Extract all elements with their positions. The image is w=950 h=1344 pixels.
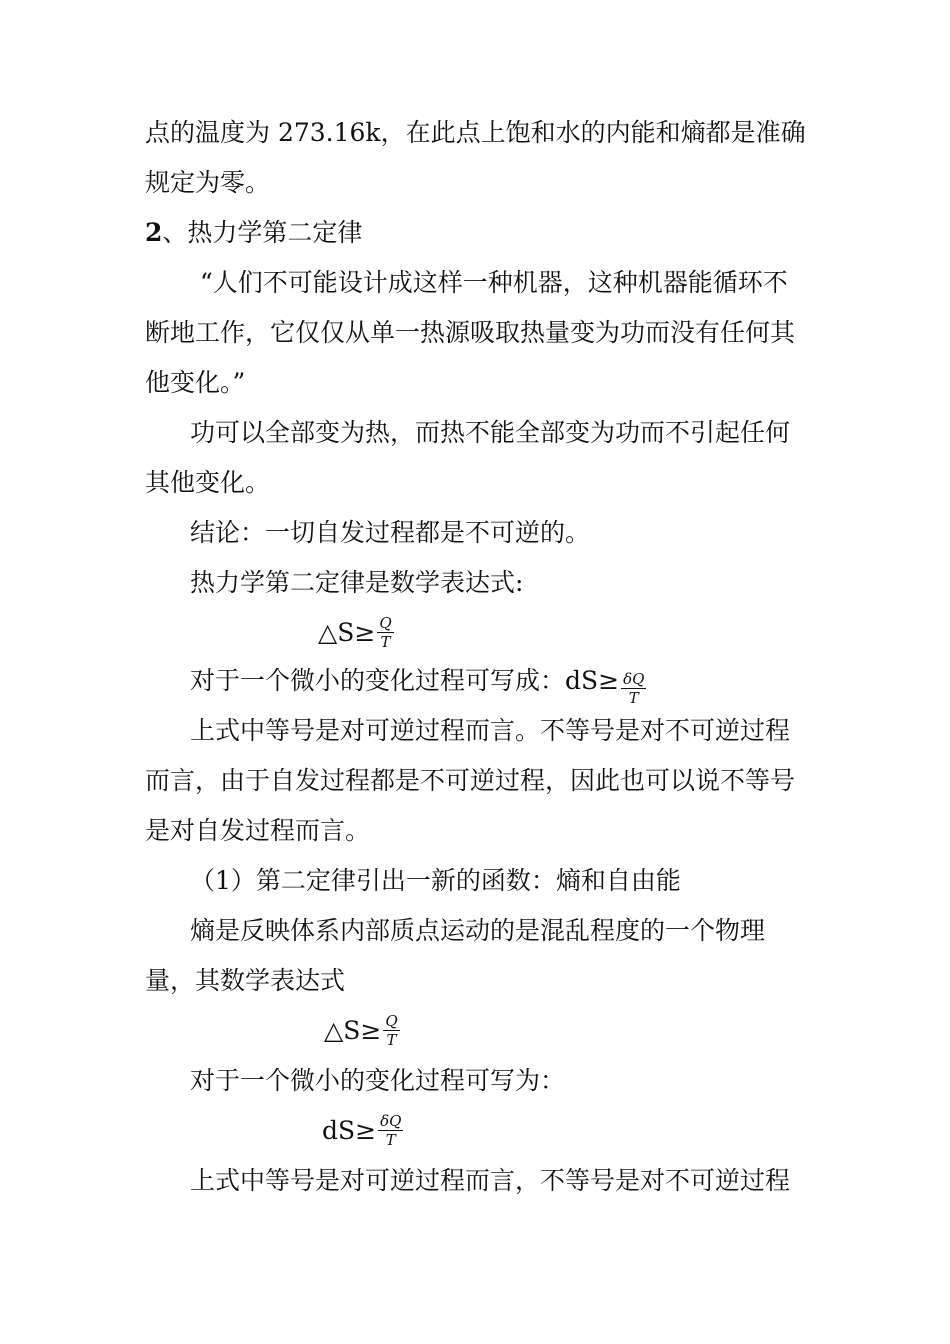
paragraph-line: 结论：一切自发过程都是不可逆的。 (190, 518, 591, 547)
paragraph-line: 上式中等号是对可逆过程而言，不等号是对不可逆过程 (190, 1166, 791, 1195)
section-heading (145, 218, 810, 248)
paragraph-line: 其他变化。 (145, 468, 271, 497)
formula-fraction (377, 614, 393, 651)
quote-line: “人们不可能设计成这样一种机器，这种机器能循环不 (200, 268, 788, 297)
formula-lhs: △S≥ (324, 1015, 382, 1045)
formula-lhs: △S≥ (318, 617, 376, 647)
paragraph-line: 功可以全部变为热，而热不能全部变为功而不引起任何 (190, 418, 791, 447)
quote-line: 他变化。” (145, 368, 246, 397)
fraction-numerator: Q (379, 614, 392, 632)
quote-line: 断地工作，它仅仅从单一热源吸取热量变为功而没有任何其 (145, 318, 796, 347)
formula-entropy (324, 1012, 400, 1049)
paragraph-line (190, 664, 855, 707)
fraction-denominator: T (385, 1131, 396, 1149)
paragraph-line: 而言，由于自发过程都是不可逆过程，因此也可以说不等号 (145, 766, 796, 795)
subsection-heading: （1）第二定律引出一新的函数：熵和自由能 (190, 866, 681, 895)
paragraph-line: 是对自发过程而言。 (145, 816, 371, 845)
paragraph-line: 量，其数学表达式 (145, 966, 346, 995)
fraction-denominator: T (386, 1031, 397, 1049)
formula-text: 对于一个微小的变化过程可写成：dS≥ (190, 666, 620, 695)
paragraph-line: 熵是反映体系内部质点运动的是混乱程度的一个物理 (190, 916, 766, 945)
formula-differential (322, 1112, 403, 1149)
paragraph-line: 上式中等号是对可逆过程而言。不等号是对不可逆过程 (190, 716, 791, 745)
section-number: 2 (145, 218, 163, 247)
fraction-numerator: Q (385, 1012, 398, 1030)
paragraph-line: 点的温度为 273.16k，在此点上饱和水的内能和熵都是准确 (145, 118, 806, 147)
paragraph-line: 热力学第二定律是数学表达式: (190, 568, 524, 597)
fraction-denominator: T (380, 633, 391, 651)
formula-fraction (621, 670, 646, 707)
formula-fraction (378, 1112, 403, 1149)
formula-entropy (318, 614, 394, 651)
fraction-denominator: T (628, 689, 639, 707)
fraction-numerator: δQ (380, 1112, 402, 1130)
paragraph-line: 规定为零。 (145, 168, 271, 197)
formula-lhs: dS≥ (322, 1115, 377, 1145)
paragraph-line: 对于一个微小的变化过程可写为： (190, 1066, 566, 1095)
fraction-numerator: δQ (623, 670, 645, 688)
section-title: 、热力学第二定律 (162, 218, 363, 247)
formula-fraction (383, 1012, 399, 1049)
